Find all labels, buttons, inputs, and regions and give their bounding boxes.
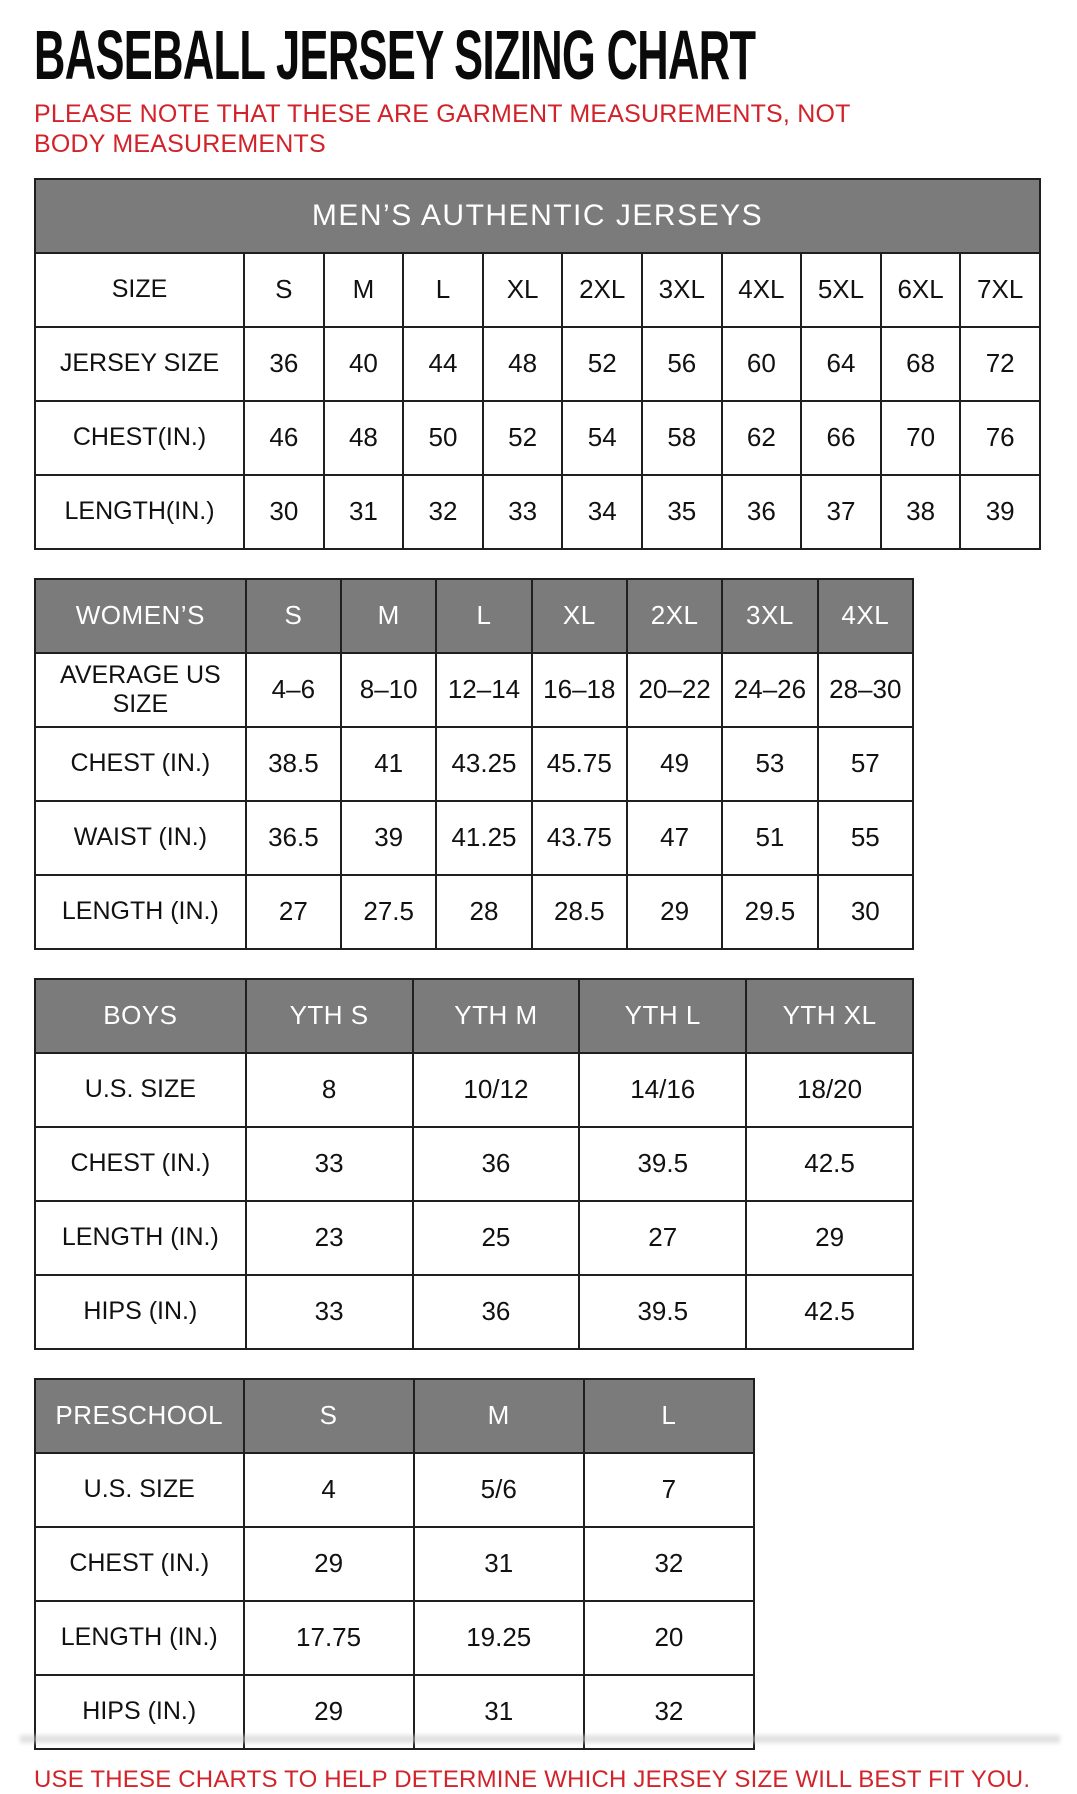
womens-header-col: M	[341, 579, 436, 653]
womens-cell: 55	[818, 801, 913, 875]
mens-cell: 48	[483, 327, 563, 401]
boys-cell: 42.5	[746, 1127, 913, 1201]
mens-cell: 35	[642, 475, 722, 549]
mens-cell: 56	[642, 327, 722, 401]
mens-row-label: CHEST(IN.)	[35, 401, 244, 475]
mens-cell: 34	[562, 475, 642, 549]
boys-cell: 27	[579, 1201, 746, 1275]
preschool-table-slot	[0, 1378, 1077, 1750]
boys-cell: 39.5	[579, 1127, 746, 1201]
womens-header-col: L	[436, 579, 531, 653]
mens-cell: 48	[324, 401, 404, 475]
tables-container	[0, 178, 1077, 1750]
mens-cell: 58	[642, 401, 722, 475]
preschool-header-label: PRESCHOOL	[35, 1379, 244, 1453]
womens-cell: 29.5	[722, 875, 817, 949]
mens-cell: 54	[562, 401, 642, 475]
womens-sizing-table	[34, 578, 914, 950]
boys-cell: 25	[413, 1201, 580, 1275]
preschool-row-label: HIPS (IN.)	[35, 1675, 244, 1749]
womens-cell: 30	[818, 875, 913, 949]
preschool-header-col: L	[584, 1379, 754, 1453]
womens-cell: 27	[246, 875, 341, 949]
mens-cell: 40	[324, 327, 404, 401]
preschool-cell: 32	[584, 1675, 754, 1749]
mens-cell: 4XL	[722, 253, 802, 327]
womens-header-col: 4XL	[818, 579, 913, 653]
mens-cell: S	[244, 253, 324, 327]
mens-cell: 5XL	[801, 253, 881, 327]
mens-cell: 76	[960, 401, 1040, 475]
preschool-cell: 7	[584, 1453, 754, 1527]
mens-cell: 36	[244, 327, 324, 401]
preschool-sizing-table	[34, 1378, 755, 1750]
mens-cell: 6XL	[881, 253, 961, 327]
womens-cell: 51	[722, 801, 817, 875]
womens-cell: 41.25	[436, 801, 531, 875]
mens-cell: 52	[562, 327, 642, 401]
womens-cell: 36.5	[246, 801, 341, 875]
womens-cell: 28.5	[532, 875, 627, 949]
womens-header-label: WOMEN’S	[35, 579, 246, 653]
womens-row-label: CHEST (IN.)	[35, 727, 246, 801]
preschool-cell: 31	[414, 1675, 584, 1749]
boys-cell: 36	[413, 1275, 580, 1349]
preschool-cell: 29	[244, 1527, 414, 1601]
preschool-cell: 31	[414, 1527, 584, 1601]
preschool-header-col: M	[414, 1379, 584, 1453]
mens-cell: 3XL	[642, 253, 722, 327]
mens-cell: 33	[483, 475, 563, 549]
mens-row-label: JERSEY SIZE	[35, 327, 244, 401]
boys-row-label: LENGTH (IN.)	[35, 1201, 246, 1275]
garment-measurements-note: PLEASE NOTE THAT THESE ARE GARMENT MEASUREMENTS, NOT BODY MEASUREMENTS	[34, 99, 851, 158]
womens-header-col: S	[246, 579, 341, 653]
womens-cell: 20–22	[627, 653, 722, 727]
mens-cell: 39	[960, 475, 1040, 549]
preschool-row-label: LENGTH (IN.)	[35, 1601, 244, 1675]
womens-cell: 4–6	[246, 653, 341, 727]
mens-cell: 32	[403, 475, 483, 549]
mens-cell: 68	[881, 327, 961, 401]
mens-cell: 50	[403, 401, 483, 475]
mens-cell: 2XL	[562, 253, 642, 327]
page-title: BASEBALL JERSEY SIZING CHART	[34, 16, 756, 94]
womens-cell: 16–18	[532, 653, 627, 727]
womens-cell: 45.75	[532, 727, 627, 801]
boys-cell: 18/20	[746, 1053, 913, 1127]
preschool-cell: 4	[244, 1453, 414, 1527]
womens-cell: 47	[627, 801, 722, 875]
mens-cell: 52	[483, 401, 563, 475]
mens-banner: MEN’S AUTHENTIC JERSEYS	[35, 179, 1040, 253]
mens-cell: 70	[881, 401, 961, 475]
preschool-cell: 17.75	[244, 1601, 414, 1675]
womens-cell: 49	[627, 727, 722, 801]
mens-cell: 36	[722, 475, 802, 549]
womens-cell: 28	[436, 875, 531, 949]
mens-cell: 7XL	[960, 253, 1040, 327]
preschool-cell: 32	[584, 1527, 754, 1601]
mens-cell: L	[403, 253, 483, 327]
boys-row-label: HIPS (IN.)	[35, 1275, 246, 1349]
preschool-cell: 19.25	[414, 1601, 584, 1675]
womens-header-col: XL	[532, 579, 627, 653]
mens-cell: 38	[881, 475, 961, 549]
boys-cell: 29	[746, 1201, 913, 1275]
preschool-cell: 5/6	[414, 1453, 584, 1527]
mens-row-label: LENGTH(IN.)	[35, 475, 244, 549]
boys-header-col: YTH M	[413, 979, 580, 1053]
mens-cell: 66	[801, 401, 881, 475]
mens-cell: M	[324, 253, 404, 327]
boys-cell: 14/16	[579, 1053, 746, 1127]
preschool-row-label: CHEST (IN.)	[35, 1527, 244, 1601]
mens-cell: 44	[403, 327, 483, 401]
womens-cell: 28–30	[818, 653, 913, 727]
mens-cell: 60	[722, 327, 802, 401]
preschool-row-label: U.S. SIZE	[35, 1453, 244, 1527]
boys-cell: 36	[413, 1127, 580, 1201]
bottom-edge-smudge	[20, 1735, 1060, 1743]
womens-cell: 8–10	[341, 653, 436, 727]
mens-cell: 46	[244, 401, 324, 475]
boys-cell: 10/12	[413, 1053, 580, 1127]
womens-cell: 43.25	[436, 727, 531, 801]
boys-row-label: U.S. SIZE	[35, 1053, 246, 1127]
boys-sizing-table	[34, 978, 914, 1350]
womens-table-slot	[0, 578, 1077, 950]
boys-row-label: CHEST (IN.)	[35, 1127, 246, 1201]
boys-cell: 42.5	[746, 1275, 913, 1349]
boys-header-col: YTH S	[246, 979, 413, 1053]
womens-cell: 43.75	[532, 801, 627, 875]
preschool-cell: 29	[244, 1675, 414, 1749]
womens-row-label: WAIST (IN.)	[35, 801, 246, 875]
womens-cell: 24–26	[722, 653, 817, 727]
mens-table-slot	[0, 178, 1077, 550]
preschool-header-col: S	[244, 1379, 414, 1453]
mens-cell: 30	[244, 475, 324, 549]
womens-cell: 29	[627, 875, 722, 949]
preschool-cell: 20	[584, 1601, 754, 1675]
boys-cell: 8	[246, 1053, 413, 1127]
womens-cell: 53	[722, 727, 817, 801]
mens-cell: XL	[483, 253, 563, 327]
boys-cell: 33	[246, 1275, 413, 1349]
womens-row-label: AVERAGE US SIZE	[35, 653, 246, 727]
boys-cell: 39.5	[579, 1275, 746, 1349]
womens-cell: 41	[341, 727, 436, 801]
mens-cell: 31	[324, 475, 404, 549]
mens-row-label: SIZE	[35, 253, 244, 327]
womens-row-label: LENGTH (IN.)	[35, 875, 246, 949]
womens-cell: 12–14	[436, 653, 531, 727]
mens-cell: 64	[801, 327, 881, 401]
boys-header-label: BOYS	[35, 979, 246, 1053]
boys-table-slot	[0, 978, 1077, 1350]
footer-note: USE THESE CHARTS TO HELP DETERMINE WHICH JERSEY SIZE WILL BEST FIT YOU.	[34, 1765, 1031, 1793]
womens-header-col: 3XL	[722, 579, 817, 653]
womens-cell: 27.5	[341, 875, 436, 949]
mens-cell: 37	[801, 475, 881, 549]
boys-cell: 23	[246, 1201, 413, 1275]
boys-header-col: YTH L	[579, 979, 746, 1053]
womens-cell: 57	[818, 727, 913, 801]
boys-header-col: YTH XL	[746, 979, 913, 1053]
mens-cell: 72	[960, 327, 1040, 401]
mens-sizing-table	[34, 178, 1041, 550]
mens-cell: 62	[722, 401, 802, 475]
womens-header-col: 2XL	[627, 579, 722, 653]
boys-cell: 33	[246, 1127, 413, 1201]
womens-cell: 38.5	[246, 727, 341, 801]
womens-cell: 39	[341, 801, 436, 875]
